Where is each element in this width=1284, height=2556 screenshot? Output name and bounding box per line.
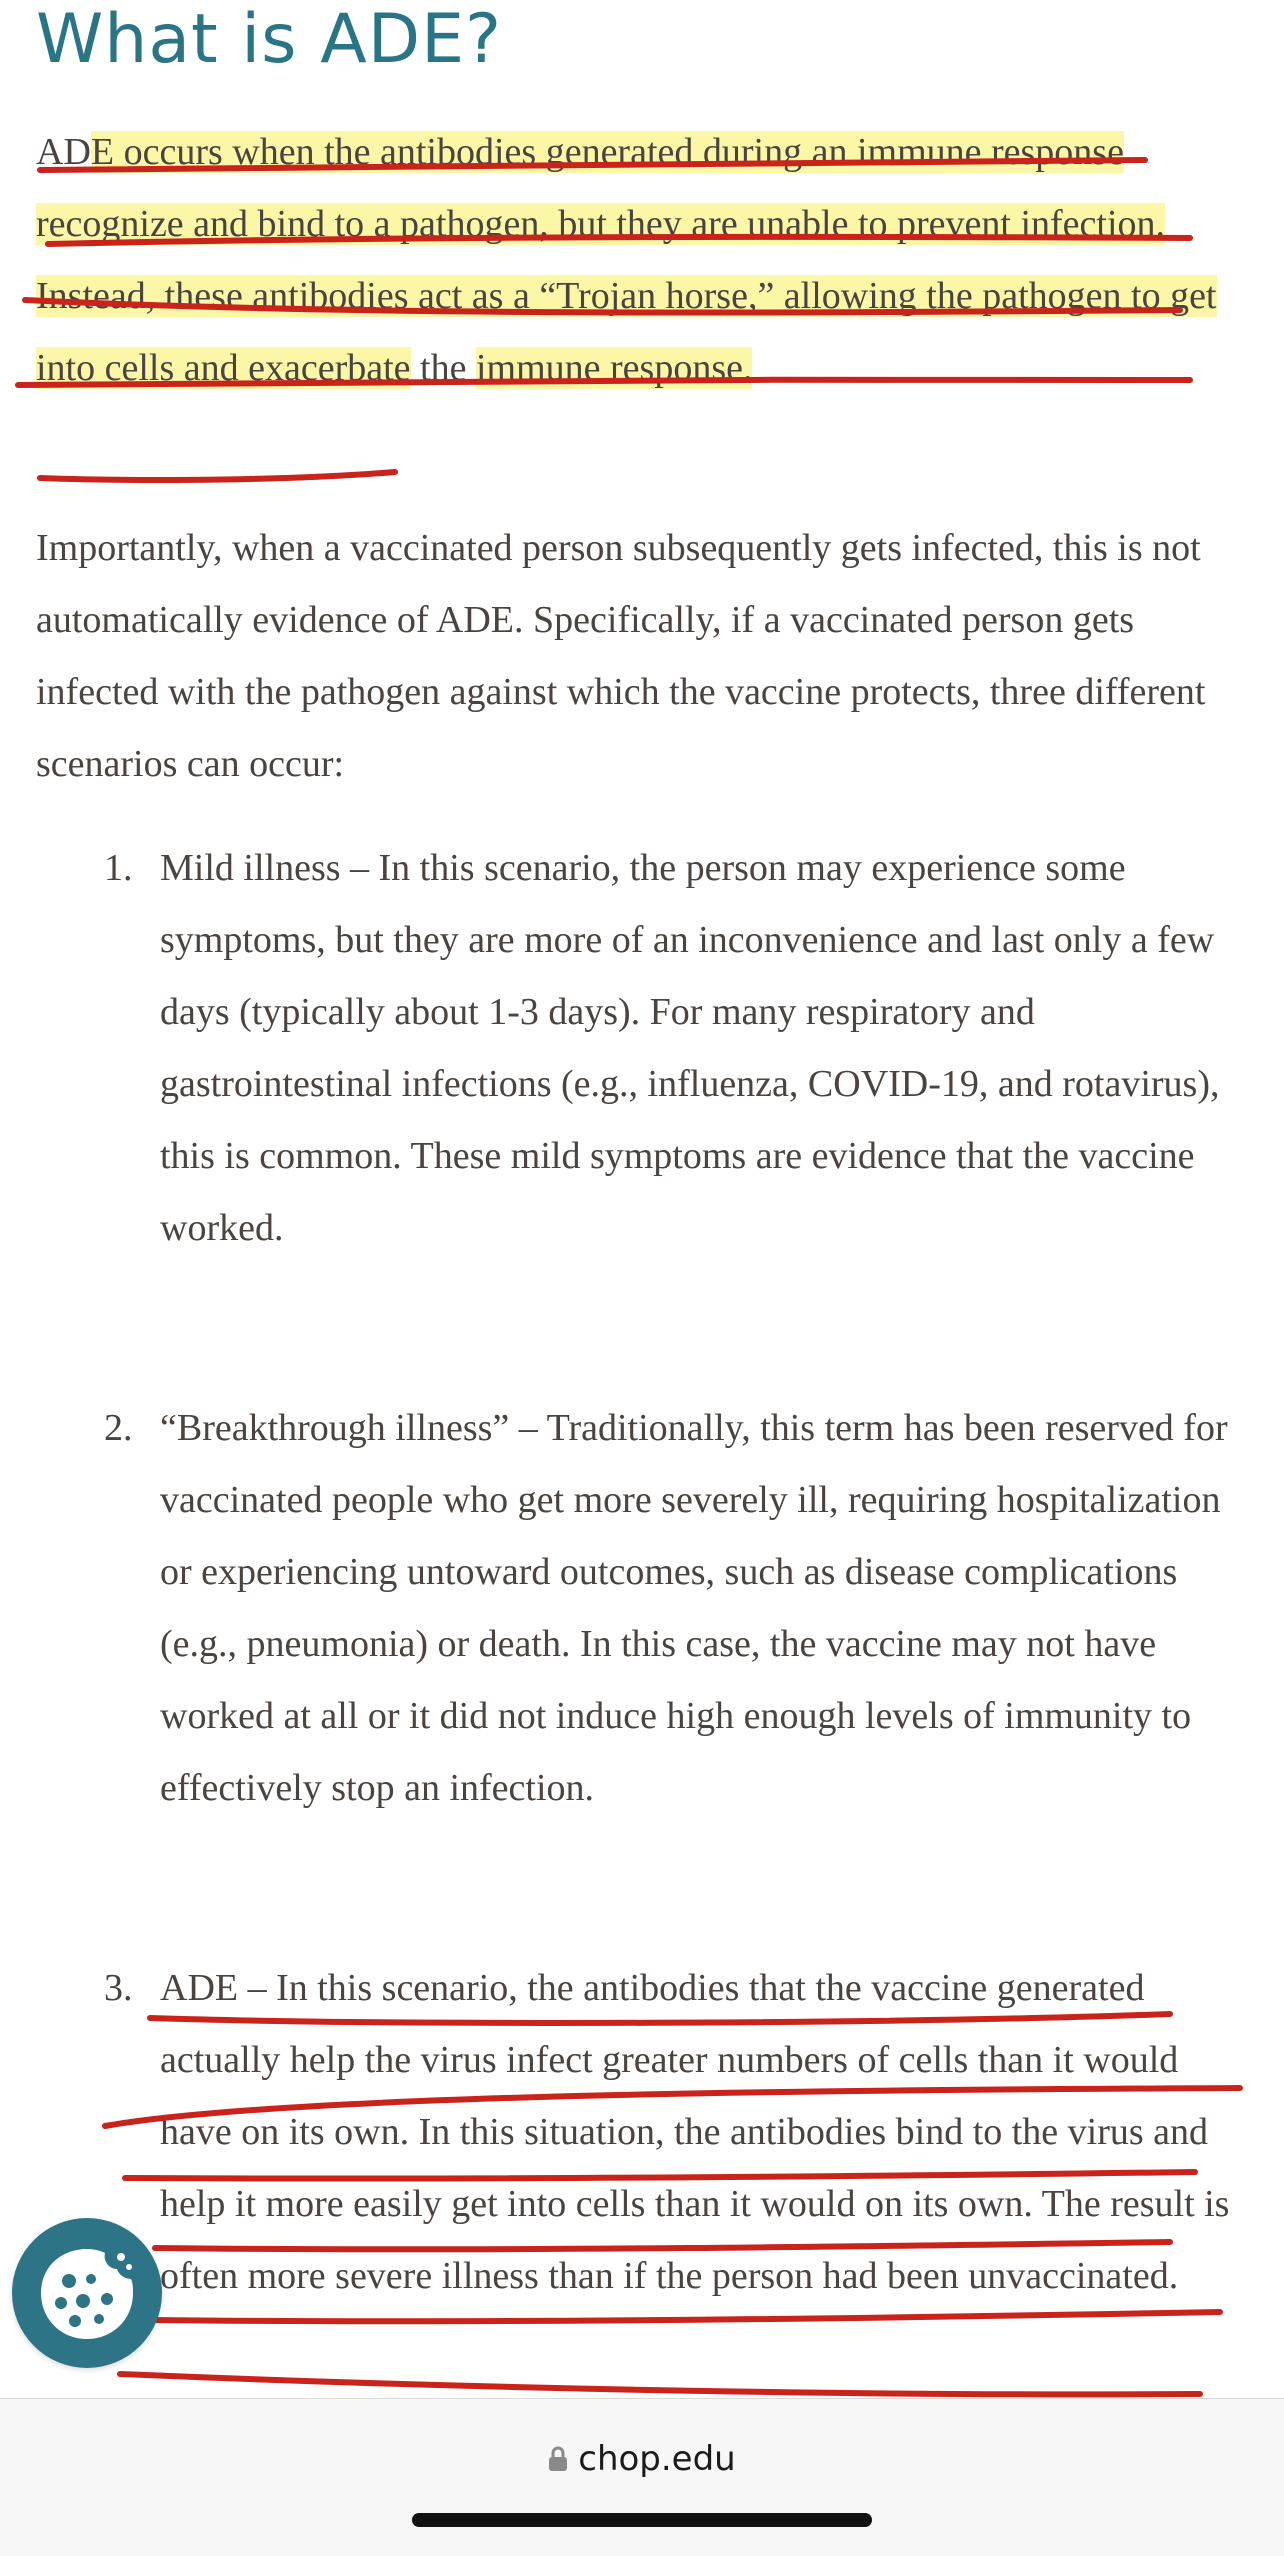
page-title: What is ADE? (36, 0, 503, 79)
list-item-number: 3. (104, 1967, 133, 2009)
home-indicator[interactable] (412, 2513, 872, 2527)
ade-definition-paragraph (36, 116, 1261, 404)
list-item-number: 1. (104, 847, 133, 889)
paragraph-mid-text: the (410, 347, 476, 389)
vaccinated-infection-paragraph: Importantly, when a vaccinated person subsequently gets infected, this is not automatically evidence of ADE. Specifically, if a vaccinated person gets infected with the pathogen against which the vaccine protects, three different scenarios can occur: (36, 527, 1206, 785)
list-item-text: “Breakthrough illness” – Traditionally, this term has been reserved for vaccinated people who get more severely ill, requiring hospitalization or experiencing untoward outcomes, such as disease complications (e.g., pneumonia) or death. In this case, the vaccine may not have worked at all or it did not induce high enough levels of immunity to effectively stop an infection. (160, 1407, 1228, 1809)
list-item-text: Mild illness – In this scenario, the person may experience some symptoms, but they are more of an inconvenience and last only a few days (typically about 1-3 days). For many respiratory and gastrointestinal infections (e.g., influenza, COVID-19, and rotavirus), this is common. These mild symptoms are evidence that the vaccine worked. (160, 847, 1220, 1249)
highlighted-text: E occurs when the antibodies generated during an immune response recognize and bind to a pathogen, but they are unable to prevent infection. Instead, these antibodies act as a “Trojan horse,” allowing the pathogen to get into cells and exacerbate (36, 131, 1217, 389)
cookie-icon (35, 2241, 139, 2345)
browser-address-bar (0, 2398, 1284, 2556)
highlighted-text-end: immune response. (475, 347, 753, 389)
url-display[interactable] (0, 2439, 1284, 2481)
list-item-number: 2. (104, 1407, 133, 1449)
lock-icon (548, 2441, 568, 2481)
list-item-text: ADE – In this scenario, the antibodies that the vaccine generated actually help the virus infect greater numbers of cells than it would have on its own. In this situation, the antibodies bind to the virus and help it more easily get into cells than it would on its own. The result is often more severe illness than if the person had been unvaccinated. (160, 1967, 1230, 2297)
annotation-underline (150, 2312, 1220, 2321)
annotation-underline (120, 2374, 1200, 2394)
paragraph-lead-text: AD (36, 131, 91, 173)
cookie-settings-button[interactable] (12, 2218, 162, 2368)
annotation-underline (40, 472, 395, 480)
url-text: chop.edu (578, 2439, 736, 2479)
